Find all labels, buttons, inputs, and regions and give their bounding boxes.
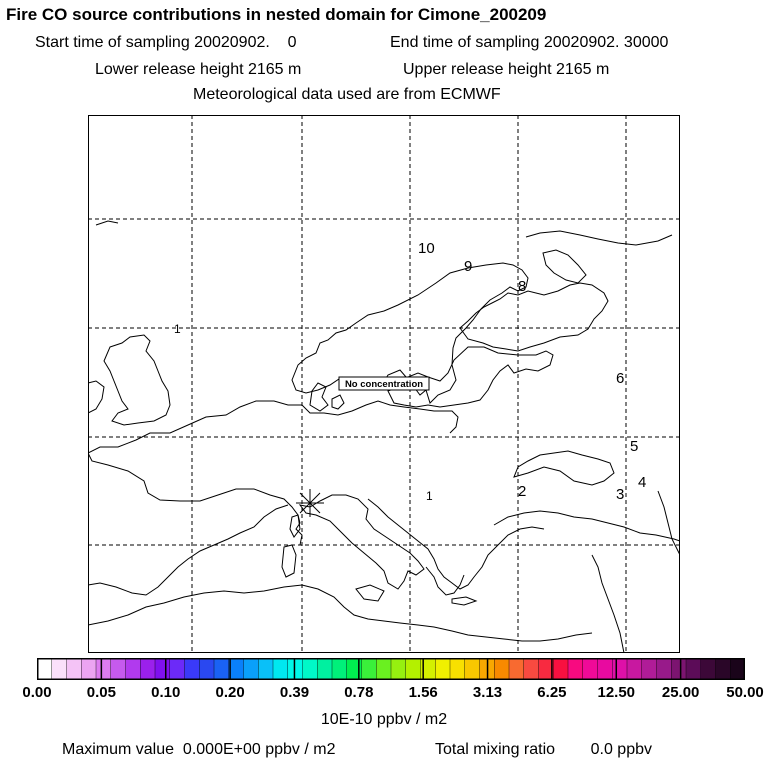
colorbar-cell [716,658,731,680]
lower-release-label: Lower release height 2165 m [95,61,302,78]
no-concentration-label: No concentration [344,379,424,390]
maximum-value-label: Maximum value 0.000E+00 ppbv / m2 [62,741,336,758]
colorbar-cell [450,658,465,680]
colorbar-cell [465,658,480,680]
coastline-ireland [88,381,104,413]
coastline-denmark [310,383,328,411]
contour-label: 3 [616,486,625,503]
colorbar-cell [199,658,214,680]
colorbar-tick-label: 1.56 [408,684,438,701]
colorbar-cell [52,658,67,680]
map-panel [88,115,680,653]
colorbar-cell [258,658,273,680]
colorbar-cell [598,658,613,680]
colorbar-tick-label: 25.00 [661,684,700,701]
upper-release-label: Upper release height 2165 m [403,61,610,78]
contour-label: 4 [638,474,647,491]
coastline-black-sea [514,451,614,485]
coastline-sardinia [282,545,296,577]
colorbar-cell [126,658,141,680]
colorbar-cell [303,658,318,680]
colorbar-cell [730,658,745,680]
contour-label: 1 [426,489,433,503]
colorbar-tick-label: 6.25 [537,684,567,701]
receptor-star-icon [296,489,324,517]
contour-label: 10 [418,240,435,257]
contour-label: 2 [518,483,527,500]
colorbar-cell [170,658,185,680]
colorbar-cell [273,658,288,680]
colorbar-cell [140,658,155,680]
colorbar-tick-label: 0.00 [22,684,52,701]
colorbar-cell [686,658,701,680]
colorbar-cell [229,658,244,680]
colorbar-cell [155,658,170,680]
coastline-anatolia [494,511,680,541]
colorbar-cell [671,658,686,680]
total-mixing-ratio-label: Total mixing ratio 0.0 ppbv [435,741,652,758]
colorbar-cell [583,658,598,680]
coastline-zealand [332,395,344,409]
contour-label: 8 [518,278,527,295]
contour-label: 1 [174,322,181,336]
colorbar-cell [376,658,391,680]
figure-title: Fire CO source contributions in nested domain for Cimone_200209 [6,5,547,24]
colorbar-cell [332,658,347,680]
colorbar-cell [494,658,509,680]
coastline-white-sea [543,250,586,283]
colorbar-cell [185,658,200,680]
colorbar-tick-label: 0.05 [86,684,116,701]
colorbar-cell [406,658,421,680]
coastline-italy [300,495,424,589]
colorbar-cell [362,658,377,680]
colorbar-cell [96,658,111,680]
colorbar-cell [391,658,406,680]
contour-label: 5 [630,438,639,455]
coastline-iberia-france [88,453,302,545]
colorbar-cell [111,658,126,680]
coastline-kola-north [526,231,672,245]
meteo-label: Meteorological data used are from ECMWF [193,86,501,103]
colorbar-cell [317,658,332,680]
coastline-continental-europe [88,401,458,453]
colorbar-tick-label: 0.78 [344,684,374,701]
colorbar-units: 10E-10 ppbv / m2 [320,711,448,728]
colorbar-tick-label: 0.39 [279,684,310,701]
colorbar-cell [81,658,96,680]
colorbar-cell [37,658,52,680]
contour-label: 9 [464,258,473,275]
colorbar-cell [657,658,672,680]
coastline-sicily [356,585,384,601]
colorbar-tick-label: 12.50 [597,684,636,701]
colorbar-cell [701,658,716,680]
colorbar-cell [244,658,259,680]
colorbar-cell [288,658,303,680]
coastline-great-britain [104,335,170,425]
contour-label: 6 [616,370,625,387]
coastline-iberia-south [88,505,288,595]
coastline-greece [426,567,464,595]
coastline-levant [592,555,624,653]
coastline-crete [452,597,476,605]
sampling-start-label: Start time of sampling 20020902. 0 [35,34,297,51]
no-concentration-box [339,377,429,390]
colorbar [37,658,745,680]
colorbar-cell [214,658,229,680]
colorbar-cell [568,658,583,680]
colorbar-cell [642,658,657,680]
sampling-end-label: End time of sampling 20020902. 30000 [390,34,669,51]
coastline-finland [460,283,608,351]
colorbar-cell [509,658,524,680]
coastline-arctic-islands [96,221,118,225]
colorbar-cell [553,658,568,680]
colorbar-cell [612,658,627,680]
colorbar-cell [67,658,82,680]
colorbar-tick-label: 0.20 [215,684,245,701]
colorbar-cell [524,658,539,680]
colorbar-cell [435,658,450,680]
colorbar-cell [627,658,642,680]
colorbar-tick-label: 50.00 [726,684,764,701]
colorbar-tick-label: 3.13 [472,684,503,701]
colorbar-tick-label: 0.10 [151,684,181,701]
coastline-north-africa [88,585,592,641]
